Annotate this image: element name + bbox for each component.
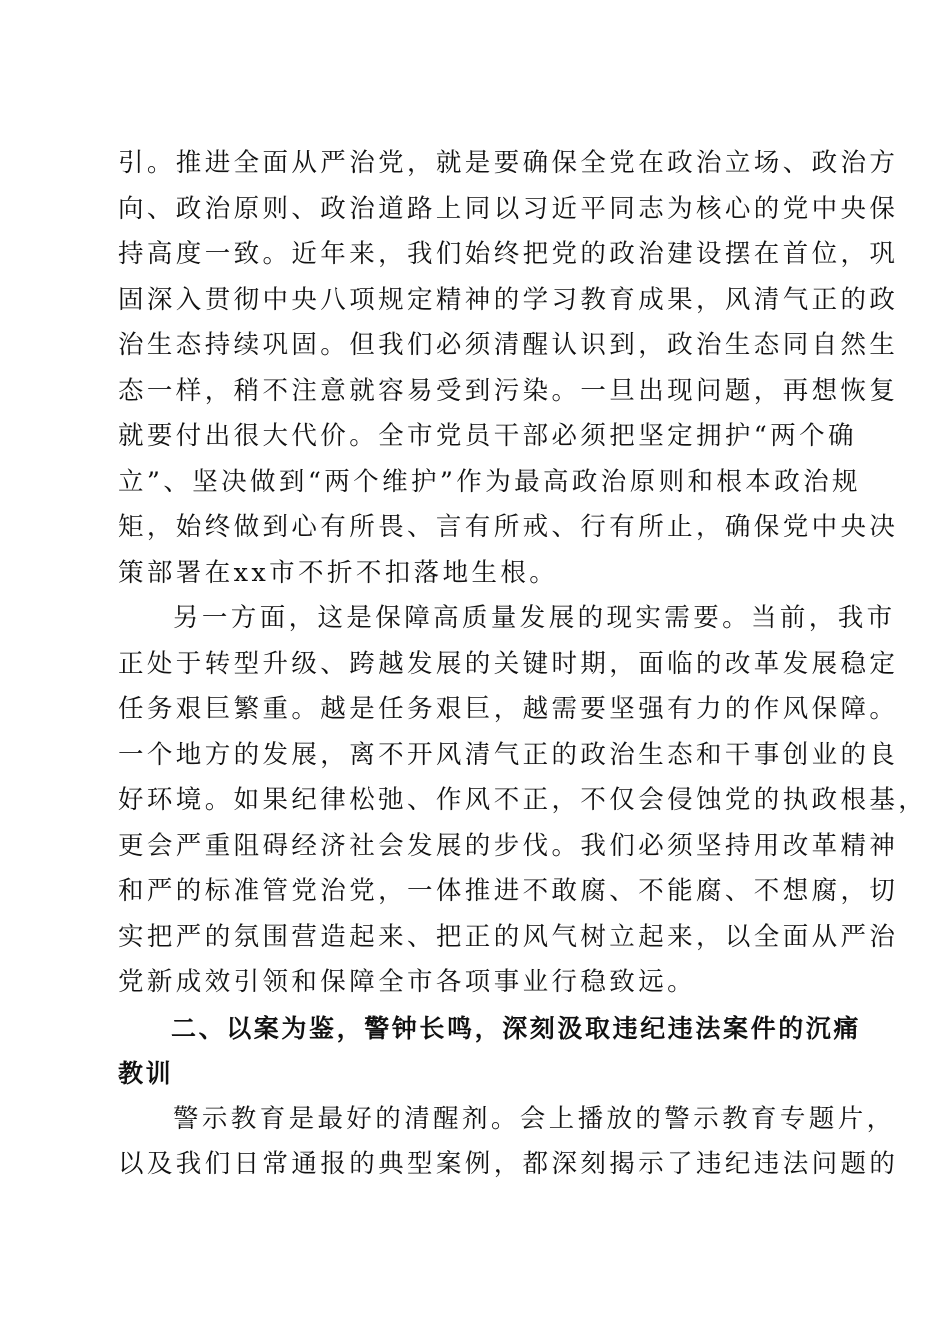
text-line: 和严的标准管党治党，一体推进不敢腐、不能腐、不想腐，切 bbox=[118, 876, 899, 906]
heading-line: 教训 bbox=[118, 1059, 174, 1088]
text-line: 就要付出很大代价。全市党员干部必须把坚定拥护“两个确 bbox=[118, 421, 857, 451]
text-line: 好环境。如果纪律松弛、作风不正，不仅会侵蚀党的执政根基， bbox=[118, 785, 928, 815]
text-line: 一个地方的发展，离不开风清气正的政治生态和干事创业的良 bbox=[118, 739, 899, 770]
text-line: 引。推进全面从严治党，就是要确保全党在政治立场、政治方 bbox=[118, 148, 899, 178]
heading-line: 二、以案为鉴，警钟长鸣，深刻汲取违纪违法案件的沉痛 bbox=[171, 1013, 862, 1043]
text-line: 以及我们日常通报的典型案例，都深刻揭示了违纪违法问题的 bbox=[118, 1149, 899, 1179]
section-heading bbox=[118, 1006, 862, 1097]
paragraph-warning-education bbox=[118, 1097, 899, 1188]
text-line: 态一样，稍不注意就容易受到污染。一旦出现问题，再想恢复 bbox=[118, 375, 899, 406]
text-line: 策部署在xx市不折不扣落地生根。 bbox=[118, 557, 559, 588]
paragraph-political-ecology bbox=[118, 141, 899, 596]
text-line: 矩，始终做到心有所畏、言有所戒、行有所止，确保党中央决 bbox=[118, 512, 899, 542]
text-line: 固深入贯彻中央八项规定精神的学习教育成果，风清气正的政 bbox=[118, 284, 899, 315]
document-body bbox=[118, 141, 928, 1188]
text-line: 另一方面，这是保障高质量发展的现实需要。当前，我市 bbox=[173, 603, 896, 633]
text-line: 持高度一致。近年来，我们始终把党的政治建设摆在首位，巩 bbox=[118, 239, 899, 269]
text-line: 立”、坚决做到“两个维护”作为最高政治原则和根本政治规 bbox=[118, 466, 861, 497]
text-line: 警示教育是最好的清醒剂。会上播放的警示教育专题片， bbox=[173, 1103, 896, 1134]
paragraph-development-needs bbox=[118, 596, 928, 1006]
text-line: 治生态持续巩固。但我们必须清醒认识到，政治生态同自然生 bbox=[118, 330, 899, 360]
text-line: 正处于转型升级、跨越发展的关键时期，面临的改革发展稳定 bbox=[118, 648, 899, 679]
text-line: 党新成效引领和保障全市各项事业行稳致远。 bbox=[118, 967, 697, 997]
text-line: 实把严的氛围营造起来、把正的风气树立起来，以全面从严治 bbox=[118, 921, 899, 952]
text-line: 更会严重阻碍经济社会发展的步伐。我们必须坚持用改革精神 bbox=[118, 830, 899, 861]
text-line: 任务艰巨繁重。越是任务艰巨，越需要坚强有力的作风保障。 bbox=[118, 694, 899, 724]
text-line: 向、政治原则、政治道路上同以习近平同志为核心的党中央保 bbox=[118, 193, 899, 224]
